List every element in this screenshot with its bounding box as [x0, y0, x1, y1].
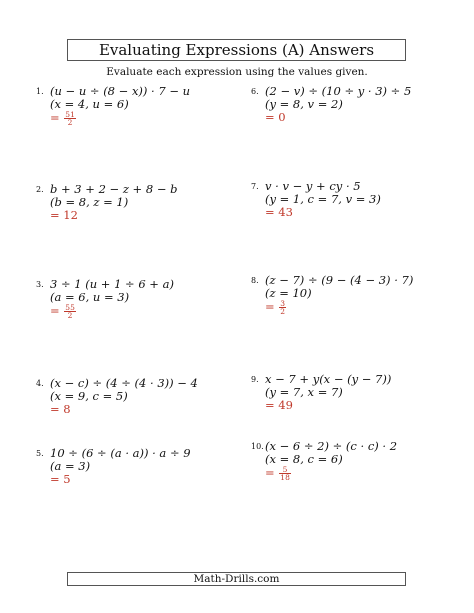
given-values: (y = 1, c = 7, v = 3) — [265, 192, 381, 206]
problem-number: 3. — [36, 280, 44, 289]
expression: 10 ÷ (6 ÷ (a · a)) · a ÷ 9 — [50, 446, 191, 460]
problem-number: 4. — [36, 379, 44, 388]
answer: = 49 — [265, 398, 293, 412]
given-values: (y = 7, x = 7) — [265, 385, 343, 399]
problem-6 — [252, 85, 452, 124]
given-values: (x = 9, c = 5) — [50, 389, 128, 403]
expression: (2 − v) ÷ (10 ÷ y · 3) ÷ 5 — [265, 84, 412, 98]
problem-number: 6. — [251, 87, 259, 96]
expression: (x − 6 ÷ 2) ÷ (c · c) · 2 — [265, 439, 398, 453]
given-values: (x = 8, c = 6) — [265, 452, 343, 466]
given-values: (z = 10) — [265, 286, 312, 300]
answer-fraction: $\frac{51}{2}$ — [65, 110, 75, 127]
problem-number: 1. — [36, 87, 44, 96]
answer: = 8 — [50, 402, 71, 416]
problem-10 — [252, 440, 452, 481]
problem-1 — [37, 85, 237, 126]
problem-number: 10. — [251, 442, 264, 451]
expression: (x − c) ÷ (4 ÷ (4 · 3)) − 4 — [50, 376, 198, 390]
expression: (u − u ÷ (8 − x)) · 7 − u — [50, 84, 191, 98]
expression: x − 7 + y(x − (y − 7)) — [265, 372, 392, 386]
problem-number: 7. — [251, 182, 259, 191]
expression: b + 3 + 2 − z + 8 − b — [50, 182, 178, 196]
answer-fraction: $\frac{3}{2}$ — [280, 299, 286, 316]
answer-fraction: $\frac{5}{18}$ — [280, 465, 290, 482]
given-values: (a = 3) — [50, 459, 91, 473]
answer: = 5 — [50, 472, 71, 486]
given-values: (x = 4, u = 6) — [50, 97, 129, 111]
answer-fraction: $\frac{55}{2}$ — [65, 303, 75, 320]
problem-number: 5. — [36, 449, 44, 458]
expression: (z − 7) ÷ (9 − (4 − 3) · 7) — [265, 273, 414, 287]
instructions: Evaluate each expression using the values given. — [106, 66, 368, 78]
answer: = $\frac{3}{2}$ — [265, 299, 286, 316]
answer: = 43 — [265, 205, 293, 219]
given-values: (a = 6, u = 3) — [50, 290, 130, 304]
problem-4 — [37, 377, 237, 416]
problem-number: 9. — [251, 375, 259, 384]
problem-3 — [37, 278, 237, 319]
expression: 3 ÷ 1 (u + 1 ÷ 6 + a) — [50, 277, 174, 291]
answer: = 12 — [50, 208, 78, 222]
problem-9 — [252, 373, 452, 412]
problem-2 — [37, 183, 237, 222]
problem-number: 8. — [251, 276, 259, 285]
footer-site-link[interactable]: Math-Drills.com — [67, 572, 406, 586]
problem-number: 2. — [36, 185, 44, 194]
worksheet-title: Evaluating Expressions (A) Answers — [67, 39, 406, 61]
answer: = $\frac{55}{2}$ — [50, 303, 75, 320]
given-values: (b = 8, z = 1) — [50, 195, 129, 209]
problem-8 — [252, 274, 452, 315]
given-values: (y = 8, v = 2) — [265, 97, 343, 111]
problem-5 — [37, 447, 237, 486]
problem-7 — [252, 180, 452, 219]
answer: = 0 — [265, 110, 286, 124]
answer: = $\frac{51}{2}$ — [50, 110, 75, 127]
answer: = $\frac{5}{18}$ — [265, 465, 290, 482]
expression: v · v − y + cy · 5 — [265, 179, 361, 193]
